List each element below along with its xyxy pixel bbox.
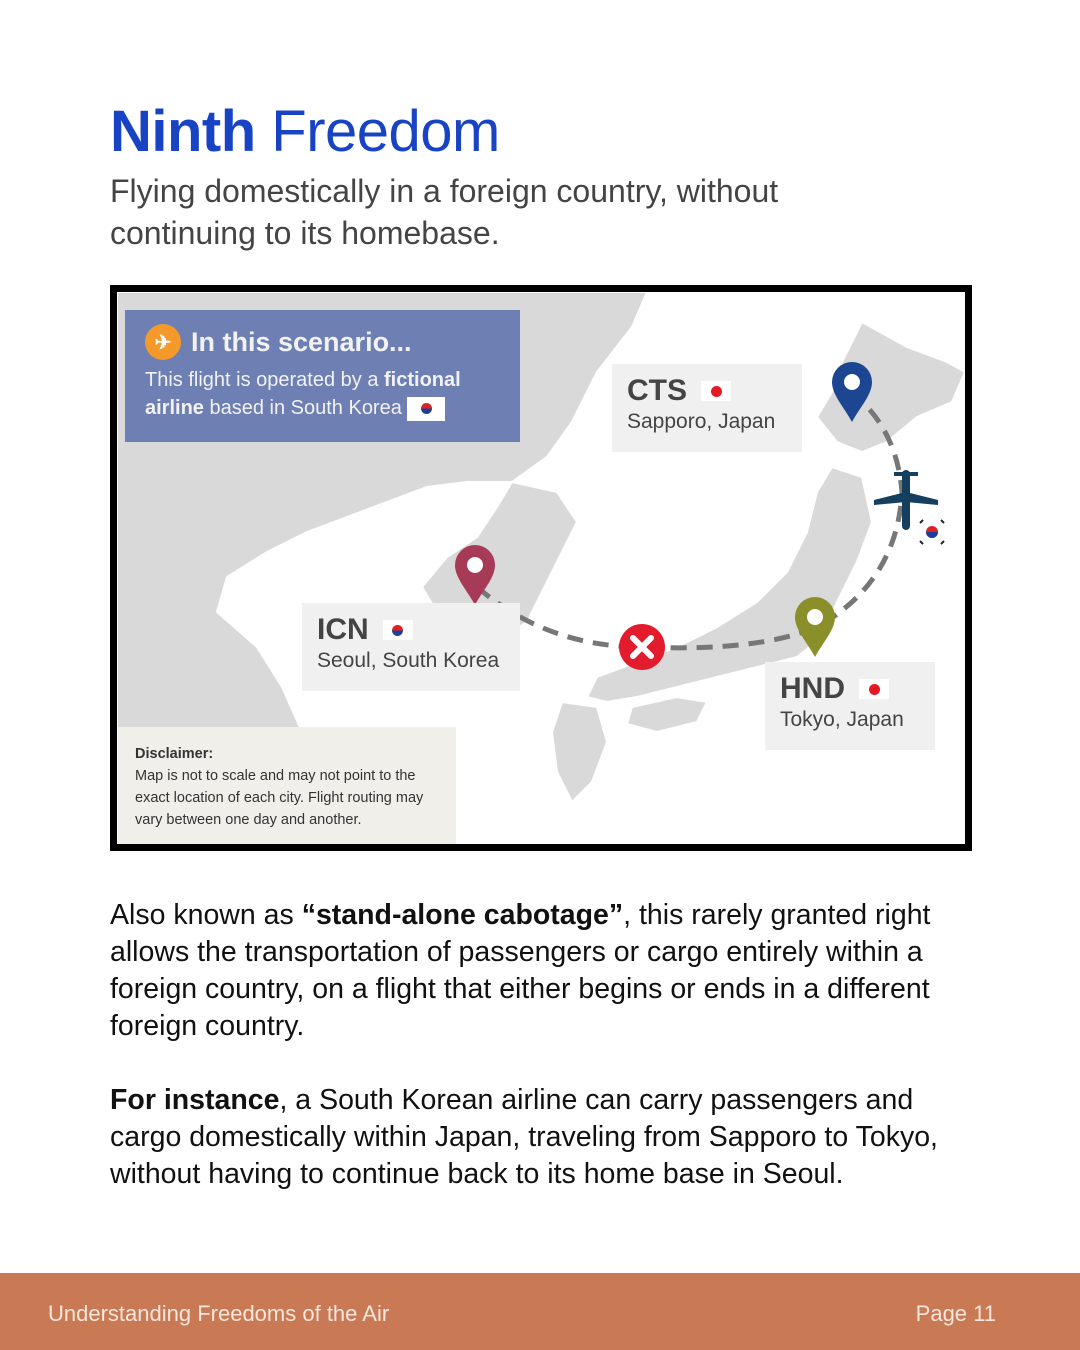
paragraph-example: For instance, a South Korean airline can carry passengers and cargo domestically within Japan, traveling from Sapporo to Tokyo, without having to continue back to its home base in Seoul.: [110, 1084, 938, 1190]
kyushu: [552, 702, 607, 802]
south-korea-flag-icon: [383, 620, 413, 640]
route-map: [110, 285, 972, 851]
airplane-departure-icon: ✈: [145, 324, 181, 360]
airport-label-hnd: HND Tokyo, Japan: [765, 662, 935, 750]
japan-flag-icon: [701, 381, 731, 401]
japan-flag-icon: [859, 679, 889, 699]
south-korea-flag-icon: [407, 397, 445, 421]
airplane-icon: [874, 470, 938, 530]
page-number: Page 11: [915, 1301, 996, 1326]
page-title: Ninth Freedom: [110, 99, 500, 164]
scenario-box: [125, 310, 520, 442]
korea-flag-icon: [920, 520, 944, 544]
footer-title: Understanding Freedoms of the Air: [48, 1301, 390, 1326]
page-subtitle: Flying domestically in a foreign country, without continuing to its homebase.: [110, 173, 779, 251]
airport-label-icn: ICN Seoul, South Korea: [302, 603, 520, 691]
airport-label-cts: CTS Sapporo, Japan: [612, 364, 802, 452]
paragraph-cabotage: Also known as “stand-alone cabotage”, this rarely granted right allows the transportation of passengers or cargo entirely within a foreign country, on a flight that either begins or ends in a different foreign country.: [110, 899, 931, 1042]
footer: [0, 1273, 1080, 1350]
blocked-x-icon: [619, 624, 665, 670]
scenario-text: This flight is operated by a fictional airline based in South Korea: [145, 369, 461, 419]
scenario-heading: In this scenario...: [191, 326, 412, 357]
disclaimer-box: Disclaimer: Map is not to scale and may not point to the exact location of each city. Flight routing may vary between one day and another.: [118, 727, 456, 845]
shikoku: [627, 697, 707, 732]
